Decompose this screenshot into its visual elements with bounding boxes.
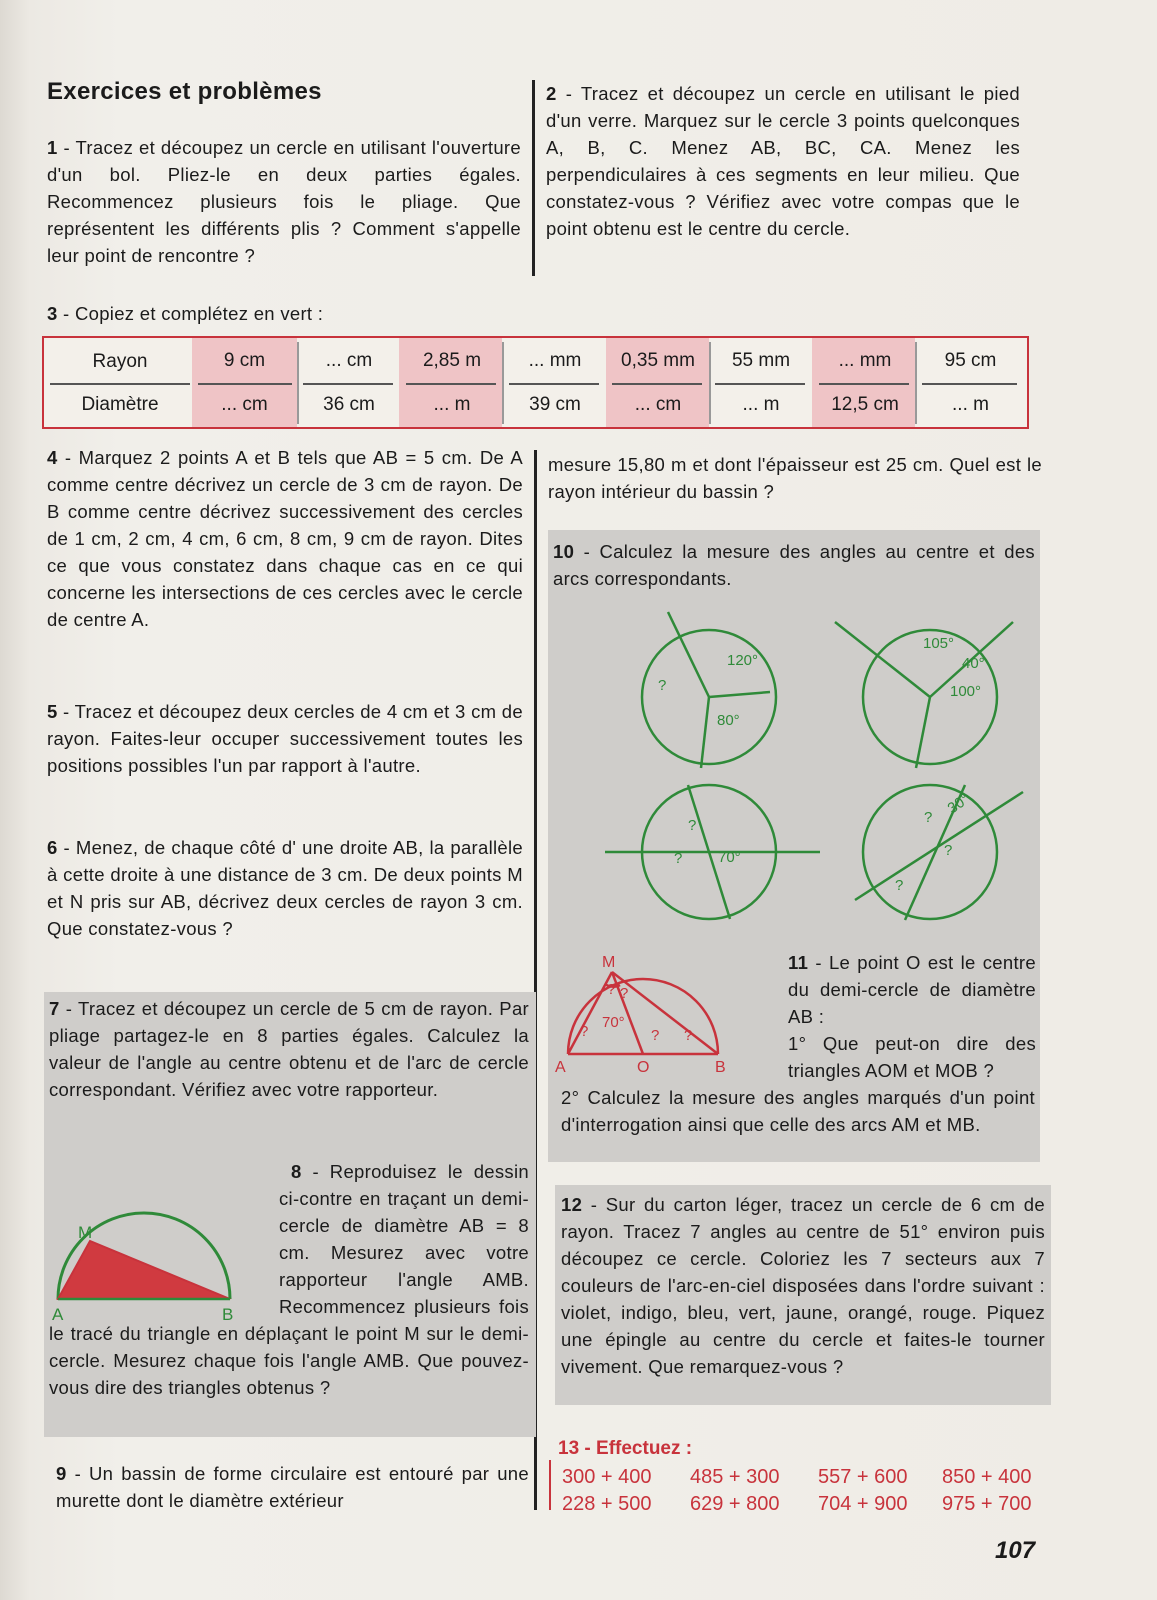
addition: 850 + 400 [942,1466,1032,1488]
exercise-text: - Reproduisez le dessin ci-contre en traçant un demi-cercle de diamètre AB = 8 cm. Mesurez avec votre rapporteur l'angle AMB. Recommencez plusieurs fois le tracé du triangle en déplaçant le point M sur le demi-cercle. Mesurez chaque fois l'angle AMB. Que pouvez-vous dire des triangles obtenus ? [49,1161,529,1398]
fig1-label: 120° [727,652,759,669]
point-label-m: M [602,954,616,971]
fig4-label: ? [924,809,933,826]
diametre-cell: 36 cm [323,394,375,415]
exercise-4 [47,444,523,633]
table-divider [612,383,702,385]
exercise-number: 5 [47,701,58,722]
table-divider [915,342,917,424]
radius-diameter-table [42,336,1029,429]
rayon-cell: 2,85 m [422,350,482,371]
diametre-cell: ... cm [634,394,682,415]
addition: 485 + 300 [690,1466,780,1488]
point-label-a: A [52,1305,64,1324]
fig1-label: 80° [717,712,740,729]
exercise-text: - Effectuez : [584,1438,693,1459]
exercise-9 [56,1460,529,1514]
exercise-13 [558,1438,692,1460]
table-divider [198,383,292,385]
exercise-8 [49,1158,529,1401]
exercise-5 [47,698,523,779]
circles-figure-10 [550,600,1040,940]
exercise-number: 12 [561,1194,583,1215]
rayon-cell: ... mm [838,350,892,371]
exercise-number: 6 [47,837,58,858]
rayon-cell: 95 cm [944,350,997,371]
exercise-7 [49,995,529,1103]
point-label-a: A [555,1059,566,1072]
rayon-cell: ... cm [325,350,373,371]
point-label-b: B [715,1059,726,1072]
page-title: Exercices et problèmes [47,78,322,105]
exercise-number: 7 [49,998,60,1019]
question-mark: ? [580,1023,589,1040]
exercise-number: 3 [47,303,58,324]
table-divider [509,383,599,385]
exercise-11-q1: 1° Que peut-on dire des triangles AOM et MOB ? [788,1033,1036,1081]
diametre-cell: 12,5 cm [831,394,899,415]
table-divider [819,383,909,385]
exercise-2 [546,80,1020,242]
fig3-label: ? [688,817,697,834]
exercise-number: 11 [788,952,809,973]
exercise-text: - Marquez 2 points A et B tels que AB = 5 cm. De A comme centre décrivez un cercle de 3 cm de rayon. De B comme centre décrivez successivement des cercles de 1 cm, 2 cm, 4 cm, 6 cm, 8 cm, 9 cm de rayon. Dites ce que vous constatez dans chaque cas en ce qui concerne les intersections de ces cercles avec le cercle de centre A. [47,447,523,630]
addition: 300 + 400 [562,1466,652,1488]
exercise-text: - Tracez et découpez deux cercles de 4 cm et 3 cm de rayon. Faites-leur occuper successivement toutes les positions possibles l'un par rapport à l'autre. [47,701,523,776]
point-label-m: M [78,1223,93,1242]
rayon-cell: 9 cm [223,350,266,371]
exercise-11 [788,949,1036,1084]
diametre-cell: 39 cm [529,394,581,415]
rayon-cell: ... mm [528,350,582,371]
semicircle-figure-11 [550,952,740,1072]
fig4-label: 30° [944,790,973,818]
row-label-diametre: Diamètre [81,394,159,415]
table-divider [922,383,1017,385]
exercise-10 [553,538,1035,592]
angle-label: 70° [602,1014,625,1031]
table-divider [715,383,805,385]
question-mark: ? [607,981,616,998]
exercise-number: 2 [546,83,557,104]
exercise-text: - Tracez et découpez un cercle de 5 cm de rayon. Par pliage partagez-le en 8 parties égales. Calculez la valeur de l'angle au centre obtenu et de l'arc de cercle correspondant. Vérifiez avec votre rapporteur. [49,998,529,1100]
exercise-text: - Sur du carton léger, tracez un cercle de 6 cm de rayon. Tracez 7 angles au centre de 51° environ puis découpez ce cercle. Coloriez les 7 secteurs aux 7 couleurs de l'arc-en-ciel disposées dans l'ordre suivant : violet, indigo, bleu, vert, jaune, orangé, rouge. Piquez une épingle au centre du cercle et faites-le tourner vivement. Que remarquez-vous ? [561,1194,1045,1377]
fig3-label: ? [674,850,683,867]
table-divider [50,383,190,385]
red-margin-line [549,1460,551,1510]
exercise-text: - Un bassin de forme circulaire est entouré par une murette dont le diamètre extérieur [56,1463,529,1511]
fig4-label: ? [895,877,904,894]
exercise-number: 13 [558,1438,580,1459]
table-divider [406,383,496,385]
point-label-o: O [637,1059,650,1072]
diametre-cell: ... cm [221,394,268,415]
column-divider [532,80,535,276]
exercise-text: - Copiez et complétez en vert : [63,303,324,324]
diametre-cell: ... m [433,394,471,415]
question-mark: ? [684,1027,693,1044]
exercise-number: 9 [56,1463,67,1484]
fig4-label: ? [944,842,953,859]
exercise-text: - Tracez et découpez un cercle en utilisant l'ouverture d'un bol. Pliez-le en deux parties égales. Recommencez plusieurs fois le pliage. Que représentent les différents plis ? Comment s'appelle leur point de rencontre ? [47,137,521,266]
exercise-1 [47,134,521,269]
row-label-rayon: Rayon [92,351,148,372]
rayon-cell: 55 mm [731,350,791,371]
exercise-3 [47,300,747,327]
addition: 557 + 600 [818,1466,908,1488]
exercise-9-continued: mesure 15,80 m et dont l'épaisseur est 25 cm. Quel est le rayon intérieur du bassin ? [548,454,1042,502]
exercise-number: 1 [47,137,58,158]
rayon-cell: 0,35 mm [621,350,695,371]
exercise-text: - Menez, de chaque côté d' une droite AB, la parallèle à cette droite à une distance de 3 cm. De deux points M et N pris sur AB, décrivez deux cercles de rayon 3 cm. Que constatez-vous ? [47,837,523,939]
exercise-11-q2: 2° Calculez la mesure des angles marqués d'un point d'interrogation ainsi que celle des arcs AM et MB. [561,1087,1035,1135]
point-label-b: B [222,1305,234,1324]
exercise-text: - Tracez et découpez un cercle en utilisant le pied d'un verre. Marquez sur le cercle 3 points quelconques A, B, C. Menez AB, BC, CA. Menez les perpendiculaires à ces segments en leur milieu. Que constatez-vous ? Vérifiez avec votre compas que le point obtenu est le centre du cercle. [546,83,1020,239]
table-divider [502,342,504,424]
addition: 228 + 500 [562,1493,652,1515]
table-divider [303,383,393,385]
fig2-label: 40° [962,655,985,672]
exercise-text: - Calculez la mesure des angles au centre et des arcs correspondants. [553,541,1035,589]
addition: 629 + 800 [690,1493,780,1515]
fig3-label: 70° [718,849,741,866]
fig1-label: ? [658,677,667,694]
exercise-12 [561,1191,1045,1380]
addition: 704 + 900 [818,1493,908,1515]
diametre-cell: ... m [742,394,780,415]
fig2-label: 100° [950,683,982,700]
fig2-label: 105° [923,635,955,652]
question-mark: ? [620,985,629,1002]
exercise-text: - Le point O est le centre du demi-cercle de diamètre AB : [788,952,1036,1027]
question-mark: ? [651,1027,660,1044]
diametre-cell: ... m [952,394,989,415]
addition: 975 + 700 [942,1493,1032,1515]
page-number: 107 [995,1537,1036,1564]
exercise-number: 8 [291,1161,302,1182]
exercise-number: 4 [47,447,58,468]
exercise-number: 10 [553,541,575,562]
exercise-6 [47,834,523,942]
